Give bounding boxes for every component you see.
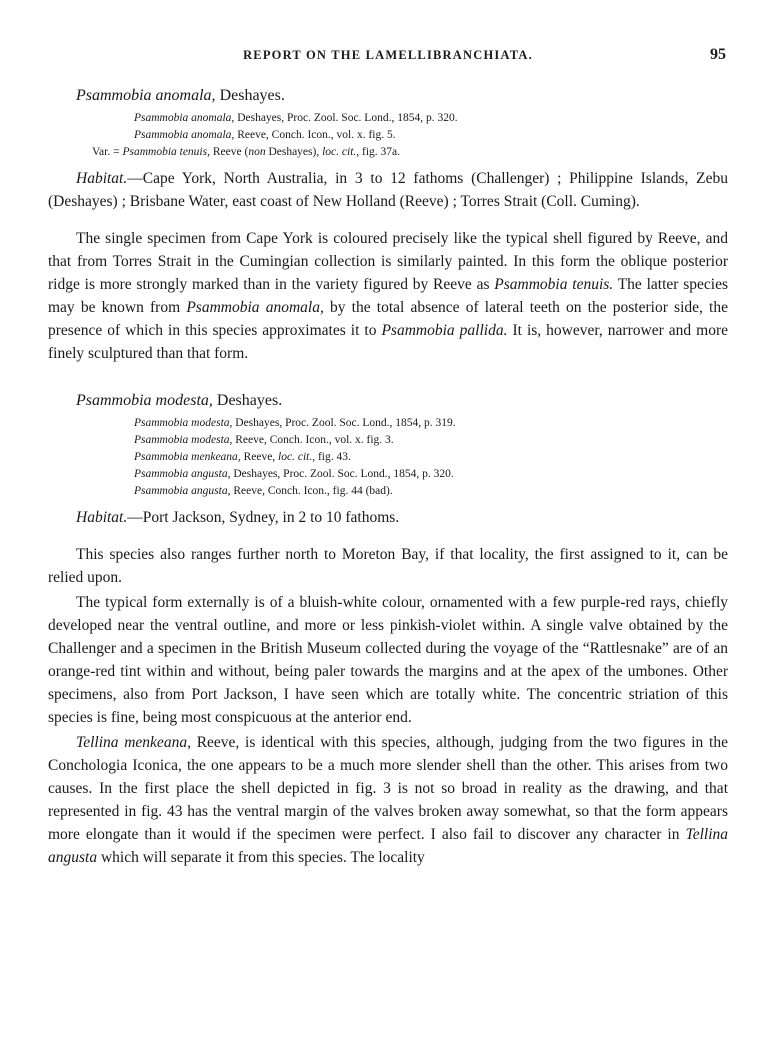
species-name: Psammobia modesta, xyxy=(76,392,213,409)
page-number: 95 xyxy=(710,46,726,63)
running-header xyxy=(48,40,728,70)
synonym-entry: Psammobia menkeana, Reeve, loc. cit., fig. 43. xyxy=(134,451,351,463)
synonym-entry: Psammobia anomala, Reeve, Conch. Icon., vol. x. fig. 5. xyxy=(134,129,396,141)
species-heading-modesta xyxy=(76,391,728,411)
species-author: Deshayes. xyxy=(215,87,285,104)
variety-entry: Var. = Psammobia tenuis, Reeve (non Deshayes), loc. cit., fig. 37a. xyxy=(92,146,401,158)
paragraph-modesta-range: This species also ranges further north to Moreton Bay, if that locality, the first assigned to it, can be relied upon. xyxy=(48,546,728,586)
synonymy-list-anomala xyxy=(48,110,728,161)
paragraph-modesta-synonymy: Tellina menkeana, Reeve, is identical with this species, although, judging from the two figures in the Conchologia Iconica, the one appears to be a much more slender shell than the other. This arises from two causes. In the first place the shell depicted in fig. 3 is not so broad in reality as the drawing, and that represented in fig. 43 has the ventral margin of the valves broken away somewhat, so that the form appears more elongate than it would if the specimen were perfect. I also fail to discover any character in Tellina angusta which will separate it from this species. The locality xyxy=(48,734,728,866)
habitat-anomala: Habitat.—Cape York, North Australia, in 3 to 12 fathoms (Challenger) ; Philippine Islands, Zebu (Deshayes) ; Brisbane Water, east coast of New Holland (Reeve) ; Torres Strait (Coll. Cuming). xyxy=(48,170,728,210)
habitat-label: Habitat. xyxy=(76,509,128,526)
paragraph-anomala-description: The single specimen from Cape York is coloured precisely like the typical shell figured by Reeve, and that from Torres Strait in the Cumingian collection is similarly painted. In this form the oblique posterior ridge is more strongly marked than in the variety figured by Reeve as Psammobia tenuis. The latter species may be known from Psammobia anomala, by the total absence of lateral teeth on the posterior side, the presence of which in this species approximates it to Psammobia pallida. It is, however, narrower and more finely sculptured than that form. xyxy=(48,230,728,362)
synonym-entry: Psammobia modesta, Deshayes, Proc. Zool. Soc. Lond., 1854, p. 319. xyxy=(134,417,456,429)
synonym-entry: Psammobia angusta, Deshayes, Proc. Zool. Soc. Lond., 1854, p. 320. xyxy=(134,468,454,480)
synonym-entry: Psammobia anomala, Deshayes, Proc. Zool. Soc. Lond., 1854, p. 320. xyxy=(134,112,458,124)
synonym-entry: Psammobia modesta, Reeve, Conch. Icon., vol. x. fig. 3. xyxy=(134,434,394,446)
species-name: Psammobia anomala, xyxy=(76,87,216,104)
running-title: REPORT ON THE LAMELLIBRANCHIATA. xyxy=(243,48,533,62)
synonymy-list-modesta xyxy=(48,415,728,500)
habitat-modesta: Habitat.—Port Jackson, Sydney, in 2 to 10 fathoms. xyxy=(76,509,400,526)
synonym-entry: Psammobia angusta, Reeve, Conch. Icon., fig. 44 (bad). xyxy=(134,485,393,497)
species-heading-anomala xyxy=(76,86,728,106)
paragraph-modesta-colour: The typical form externally is of a bluish-white colour, ornamented with a few purple-red rays, chiefly developed near the ventral outline, and more or less pinkish-violet within. A single valve obtained by the Challenger and a specimen in the British Museum collected during the voyage of the “Rattlesnake” are of an orange-red tint within and without, being paler towards the margins and at the apex of the umbones. Other specimens, also from Port Jackson, I have seen which are totally white. The concentric striation of this species is fine, being most conspicuous at the anterior end. xyxy=(48,594,728,726)
species-author: Deshayes. xyxy=(212,392,283,409)
habitat-label: Habitat. xyxy=(76,170,128,187)
document-page xyxy=(48,40,728,869)
